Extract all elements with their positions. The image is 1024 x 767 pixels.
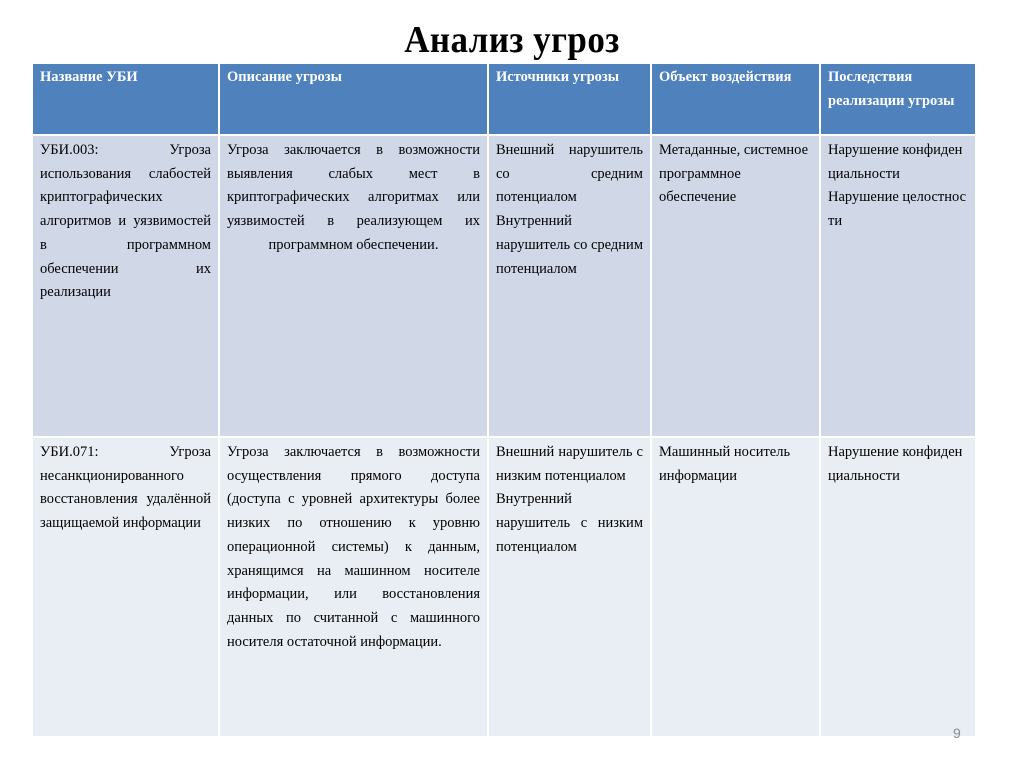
cell-threat-sources bbox=[488, 437, 651, 737]
cell-consequences bbox=[820, 135, 976, 437]
cell-threat-name: УБИ.071: Угроза несанкционированного восстановления удалённой защищаемой информации bbox=[32, 437, 219, 737]
page-number: 9 bbox=[953, 725, 961, 741]
source-item: Внутренний нарушитель с низким потенциалом bbox=[496, 491, 643, 555]
cell-impact-object: Метаданные, системное программное обеспечение bbox=[651, 135, 820, 437]
cell-threat-description: Угроза заключается в возможности осуществления прямого доступа (доступа с уровней архитектуры более низких по отношению к уровню операционной системы) к данным, хранящимся на машинном носителе информации, или восстановления данных по считанной с машинного носителя остаточной информации. bbox=[219, 437, 488, 737]
source-item: Внутренний нарушитель со средним потенциалом bbox=[496, 213, 643, 277]
threat-analysis-table bbox=[31, 62, 977, 738]
table-row bbox=[32, 135, 976, 437]
header-threat-name: Название УБИ bbox=[32, 63, 219, 135]
cell-threat-name: УБИ.003: Угроза использования слабостей криптографических алгоритмов и уязвимостей в программном обеспечении их реализации bbox=[32, 135, 219, 437]
source-item: Внешний нарушитель с низким потенциалом bbox=[496, 444, 643, 484]
table-header-row bbox=[32, 63, 976, 135]
header-threat-description: Описание угрозы bbox=[219, 63, 488, 135]
table-row bbox=[32, 437, 976, 737]
source-item: Внешний нарушитель со средним потенциалом bbox=[496, 142, 643, 206]
consequence-item: Нарушение конфиденциальности bbox=[828, 444, 963, 484]
cell-threat-sources bbox=[488, 135, 651, 437]
header-impact-object: Объект воздействия bbox=[651, 63, 820, 135]
cell-impact-object: Машинный носитель информации bbox=[651, 437, 820, 737]
slide-title: Анализ угроз bbox=[404, 19, 620, 61]
consequence-item: Нарушение целостности bbox=[828, 189, 967, 230]
header-consequences: Последствия реализации угрозы bbox=[820, 63, 976, 135]
cell-consequences bbox=[820, 437, 976, 737]
cell-threat-description: Угроза заключается в возможности выявления слабых мест в криптографических алгоритмах или уязвимостей в реализующем их программном обеспечении. bbox=[219, 135, 488, 437]
header-threat-sources: Источники угрозы bbox=[488, 63, 651, 135]
consequence-item: Нарушение конфиденциальности bbox=[828, 142, 963, 182]
